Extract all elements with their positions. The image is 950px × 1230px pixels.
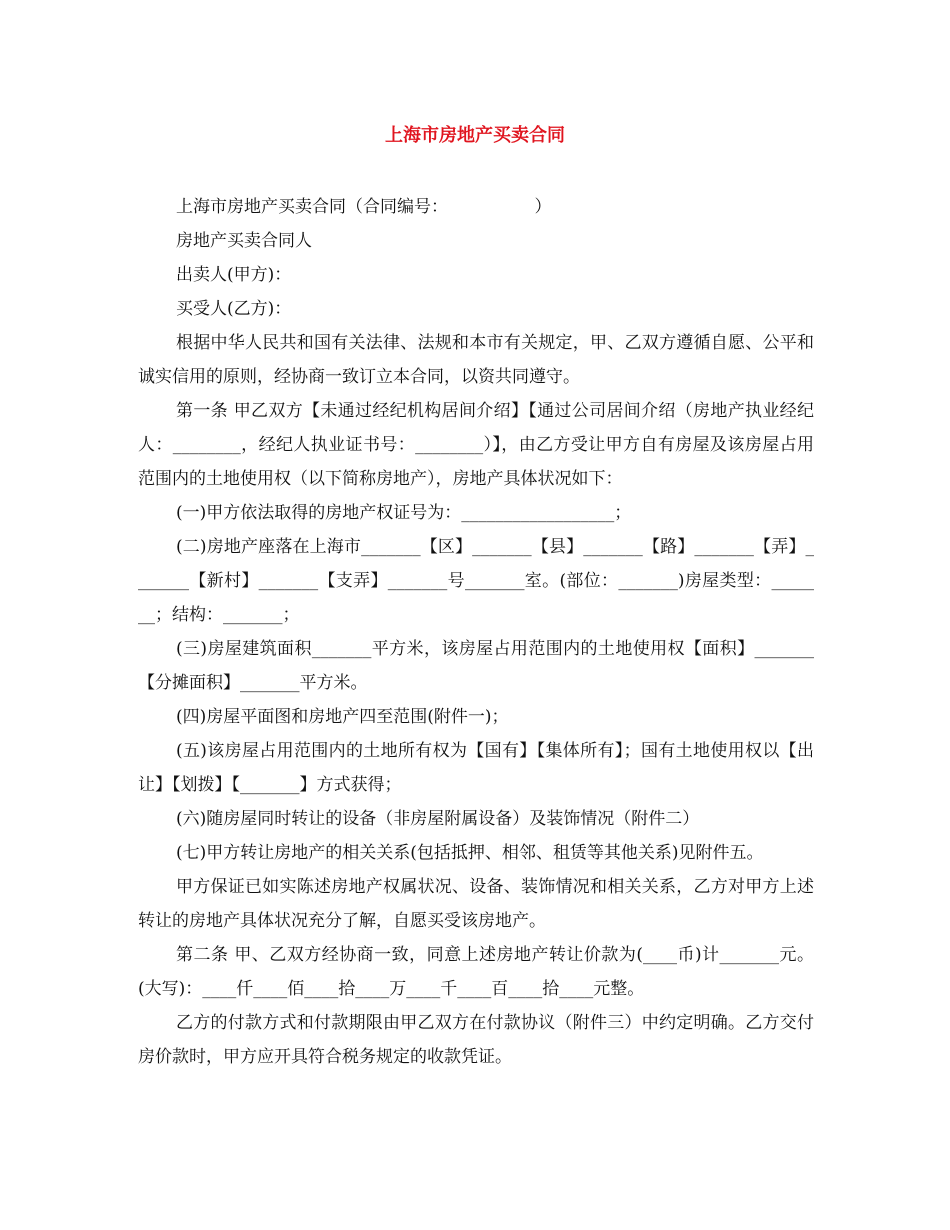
article-2-price-paragraph: 第二条 甲、乙双方经协商一致，同意上述房地产转让价款为(____币)计_______元。(大写)：____仟____佰____拾____万____千____百____拾____元整。 [138, 945, 814, 999]
clause-4-floor-plan: (四)房屋平面图和房地产四至范围(附件一)； [176, 707, 509, 727]
document-title: 上海市房地产买卖合同 [385, 125, 565, 146]
seller-line: 出卖人(甲方)： [176, 265, 292, 285]
seller-guarantee-paragraph: 甲方保证已如实陈述房地产权属状况、设备、装饰情况和相关关系，乙方对甲方上述转让的房地产具体状况充分了解，自愿买受该房地产。 [138, 877, 814, 931]
buyer-line: 买受人(乙方)： [176, 299, 292, 319]
document-body [138, 190, 814, 1074]
contract-parties-heading: 房地产买卖合同人 [176, 231, 312, 251]
payment-terms-paragraph: 乙方的付款方式和付款期限由甲乙双方在付款协议（附件三）中约定明确。乙方交付房价款时，甲方应开具符合税务规定的收款凭证。 [138, 1013, 814, 1067]
contract-number-line: 上海市房地产买卖合同（合同编号： ） [176, 197, 552, 217]
clause-5-land-ownership: (五)该房屋占用范围内的土地所有权为【国有】【集体所有】；国有土地使用权以【出让】【划拨】【_______】方式获得； [138, 741, 814, 795]
clause-7-relations: (七)甲方转让房地产的相关关系(包括抵押、相邻、租赁等其他关系)见附件五。 [176, 843, 764, 863]
clause-1-certificate: (一)甲方依法取得的房地产权证号为：__________________； [176, 503, 632, 523]
article-1-paragraph: 第一条 甲乙双方【未通过经纪机构居间介绍】【通过公司居间介绍（房地产执业经纪人：________，经纪人执业证书号：________）】，由乙方受让甲方自有房屋及该房屋占用范围内的土地使用权（以下简称房地产），房地产具体状况如下： [138, 401, 814, 489]
clause-2-location: (二)房地产座落在上海市_______【区】_______【县】_______【路】_______【弄】_______【新村】_______【支弄】_______号_______室。(部位：_______)房屋类型：_______；结构：_______； [138, 537, 814, 625]
clause-3-area: (三)房屋建筑面积_______平方米，该房屋占用范围内的土地使用权【面积】_______【分摊面积】_______平方米。 [138, 639, 814, 693]
clause-6-equipment: (六)随房屋同时转让的设备（非房屋附属设备）及装饰情况（附件二） [176, 809, 700, 829]
preamble-paragraph: 根据中华人民共和国有关法律、法规和本市有关规定，甲、乙双方遵循自愿、公平和诚实信用的原则，经协商一致订立本合同，以资共同遵守。 [138, 333, 814, 387]
